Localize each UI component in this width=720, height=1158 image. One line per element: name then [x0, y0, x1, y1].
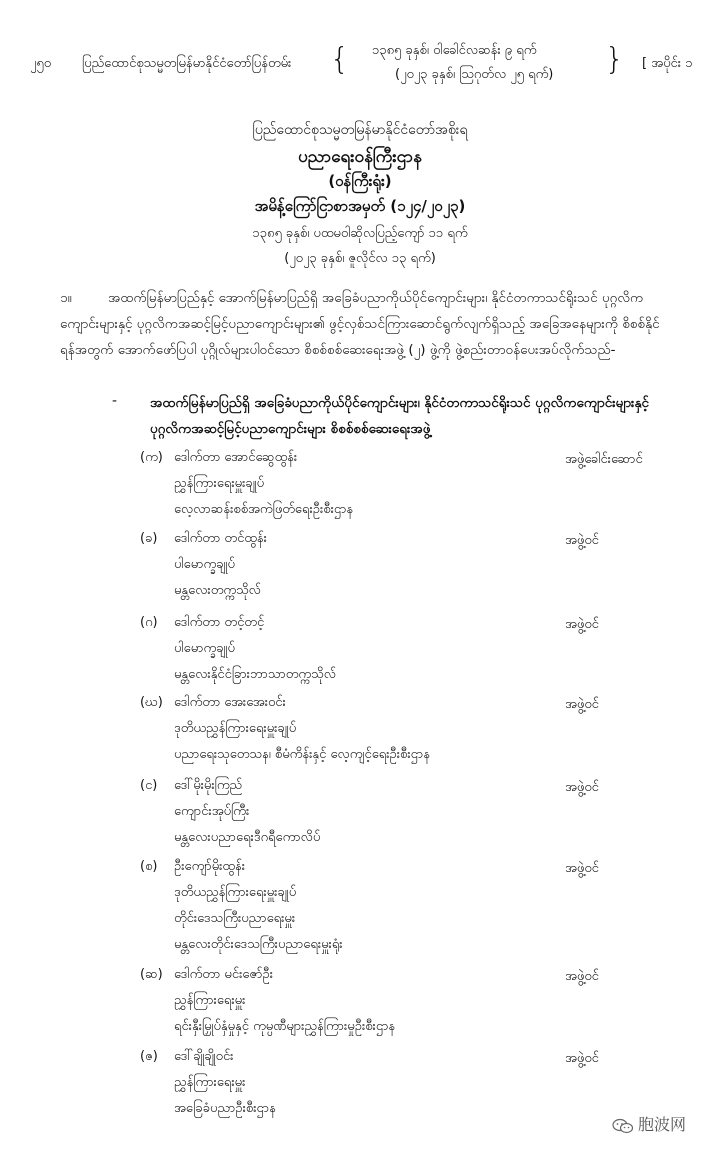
- member-mark: (ခ): [140, 531, 158, 546]
- part-label: [ အပိုင်း ၁: [642, 56, 693, 71]
- gazette-name: ပြည်ထောင်စုသမ္မတမြန်မာနိုင်ငံတော်ပြန်တမ်း: [82, 56, 292, 71]
- member-mark: (ဃ): [140, 695, 163, 710]
- page-number: ၂၅၀: [30, 56, 52, 71]
- member-role: အဖွဲ့ဝင်: [565, 697, 599, 712]
- header-date-myanmar: ၁၃၈၅ ခုနှစ်၊ ဝါခေါင်လဆန်း ၉ ရက်: [372, 43, 537, 58]
- order-number: အမိန့်ကြော်ငြာစာအမှတ် (၁၂၄/၂၀၂၃): [254, 197, 466, 215]
- member-detail: ရင်းနှီးမြှုပ်နှံမှုနှင့် ကုမ္ပဏီများညွှန်ကြားမှုဦးစီးဌာန: [174, 1019, 396, 1034]
- member-detail: ညွှန်ကြားရေးမှူး: [174, 993, 246, 1008]
- paragraph-number: ၁။: [60, 290, 72, 306]
- subsection-title: အထက်မြန်မာပြည်ရှိ အခြေခံပညာကိုယ်ပိုင်ကျောင်းများ၊ နိုင်ငံတကာသင်ရိုးသင် ပုဂ္ဂလိကကျောင်းများနှင့် ပုဂ္ဂလိကအဆင့်မြင့်ပညာကျောင်းများ စိစစ်စစ်ဆေးရေးအဖွဲ့: [150, 395, 649, 437]
- member-entry: [140, 773, 620, 851]
- member-mark: (ဆ): [140, 967, 163, 982]
- member-detail: ညွှန်ကြားရေးမှူးချုပ်: [174, 476, 265, 491]
- subsection-dash: -: [112, 393, 118, 409]
- wechat-icon: [612, 1118, 634, 1134]
- member-mark: (က): [140, 450, 163, 465]
- office-title: (ဝန်ကြီးရုံး): [328, 172, 392, 190]
- left-brace: {: [330, 42, 350, 77]
- member-detail: မန္တလေးတက္ကသိုလ်: [174, 583, 261, 598]
- watermark: [612, 1112, 686, 1135]
- member-detail: ပါမောက္ခချုပ်: [174, 641, 235, 656]
- member-mark: (င): [140, 778, 158, 793]
- member-detail: မန္တလေးတိုင်းဒေသကြီးပညာရေးမှူးရုံး: [174, 937, 343, 952]
- ministry-title: ပညာရေးဝန်ကြီးဌာန: [298, 147, 422, 167]
- member-detail: ကျောင်းအုပ်ကြီး: [174, 804, 250, 819]
- member-entry: [140, 445, 620, 523]
- member-role: အဖွဲ့ခေါင်းဆောင်: [565, 452, 643, 467]
- member-detail: တိုင်းဒေသကြီးပညာရေးမှူး: [174, 911, 296, 926]
- member-detail: အခြေခံပညာဦးစီးဌာန: [174, 1101, 276, 1116]
- member-entry: [140, 526, 620, 604]
- member-name: ဒေါက်တာ တင့်တင့်: [174, 615, 265, 630]
- member-role: အဖွဲ့ဝင်: [565, 861, 599, 876]
- right-brace: }: [605, 42, 625, 77]
- member-name: ဒေါ်ချိုချိုဝင်း: [174, 1049, 234, 1064]
- member-entry: [140, 1044, 620, 1122]
- member-detail: မန္တလေးနိုင်ငံခြားဘာသာတက္ကသိုလ်: [174, 667, 336, 682]
- order-date-myanmar: ၁၃၈၅ ခုနှစ်၊ ပထမဝါဆိုလပြည့်ကျော် ၁၁ ရက်: [252, 226, 468, 241]
- member-role: အဖွဲ့ဝင်: [565, 1051, 599, 1066]
- paragraph-1: [60, 285, 670, 363]
- member-role: အဖွဲ့ဝင်: [565, 533, 599, 548]
- member-name: ဒေါက်တာ မင်းဇော်ဦး: [174, 967, 274, 982]
- header-date-gregorian: (၂၀၂၃ ခုနှစ်၊ ဩဂုတ်လ ၂၅ ရက်): [395, 67, 554, 82]
- member-name: ဒေါက်တာ အောင်ဆွေထွန်း: [174, 450, 298, 465]
- watermark-text: 胞波网: [638, 1115, 687, 1134]
- member-entry: [140, 962, 620, 1040]
- member-role: အဖွဲ့ဝင်: [565, 969, 599, 984]
- member-mark: (ဇ): [140, 1049, 158, 1064]
- member-detail: မန္တလေးပညာရေးဒီဂရီကောလိပ်: [174, 830, 321, 845]
- member-entry: [140, 854, 620, 958]
- paragraph-text: အထက်မြန်မာပြည်နှင့် အောက်မြန်မာပြည်ရှိ အခြေခံပညာကိုယ်ပိုင်ကျောင်းများ၊ နိုင်ငံတကာသင်ရိုးသင် ပုဂ္ဂလိကကျောင်းများနှင့် ပုဂ္ဂလိကအဆင့်မြင့်ပညာကျောင်းများ၏ ဖွင့်လှစ်သင်ကြားဆောင်ရွက်လျက်ရှိသည့် အခြေအနေများကို စိစစ်နိုင်ရန်အတွက် အောက်ဖော်ပြပါ ပုဂ္ဂိုလ်များပါဝင်သော စိစစ်စစ်ဆေးရေးအဖွဲ့ (၂) ဖွဲ့ကို ဖွဲ့စည်းတာဝန်ပေးအပ်လိုက်သည်-: [60, 290, 660, 358]
- member-name: ဒေါက်တာ တင်ထွန်း: [174, 531, 267, 546]
- government-title: ပြည်ထောင်စုသမ္မတမြန်မာနိုင်ငံတော်အစိုးရ: [252, 122, 468, 138]
- member-name: ဦးကျော်မိုးထွန်း: [174, 859, 246, 874]
- order-date-gregorian: (၂၀၂၃ ခုနှစ်၊ ဇူလိုင်လ ၁၃ ရက်): [284, 251, 436, 266]
- member-role: အဖွဲ့ဝင်: [565, 617, 599, 632]
- member-entry: [140, 690, 620, 768]
- member-name: ဒေါ်မိုးမိုးကြည်: [174, 778, 243, 793]
- member-role: အဖွဲ့ဝင်: [565, 780, 599, 795]
- member-detail: ဒုတိယညွှန်ကြားရေးမှူးချုပ်: [174, 885, 297, 900]
- member-detail: လေ့လာဆန်းစစ်အကဲဖြတ်ရေးဦးစီးဌာန: [174, 502, 354, 517]
- member-mark: (စ): [140, 859, 158, 874]
- member-detail: ပညာရေးသုတေသန၊ စီမံကိန်းနှင့် လေ့ကျင့်ရေးဦးစီးဌာန: [174, 747, 430, 762]
- member-detail: ညွှန်ကြားရေးမှူး: [174, 1075, 246, 1090]
- member-name: ဒေါက်တာ အေးအေးဝင်း: [174, 695, 286, 710]
- member-entry: [140, 610, 620, 688]
- member-mark: (ဂ): [140, 615, 158, 630]
- member-detail: ဒုတိယညွှန်ကြားရေးမှူးချုပ်: [174, 721, 297, 736]
- member-detail: ပါမောက္ခချုပ်: [174, 557, 235, 572]
